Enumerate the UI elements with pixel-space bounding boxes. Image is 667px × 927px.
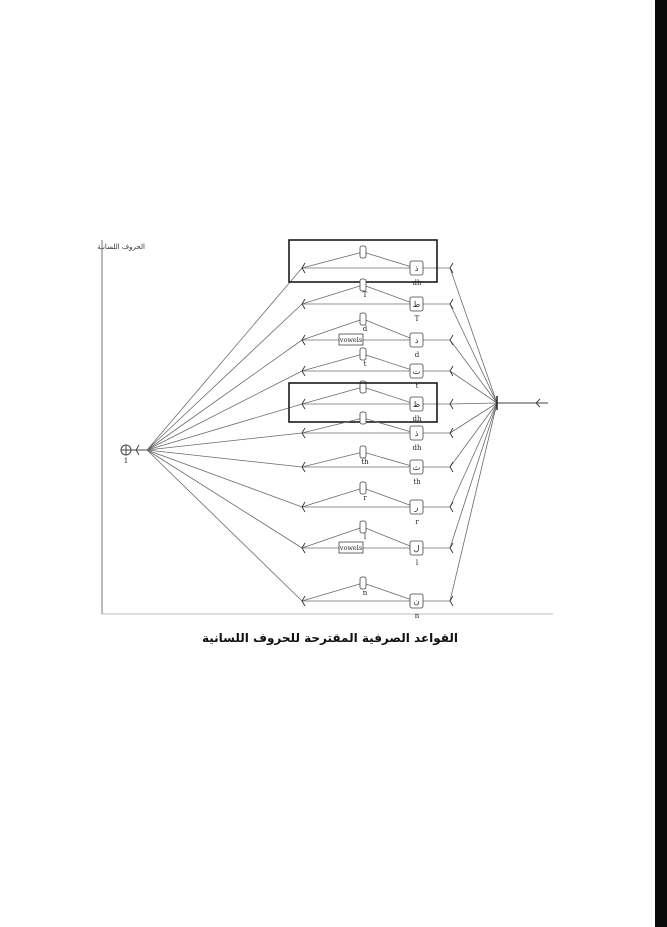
letter-glyph: ظ bbox=[412, 400, 421, 409]
final-edge bbox=[450, 268, 497, 403]
letter-transliteration: n bbox=[414, 612, 420, 620]
branch-edge-upper bbox=[363, 418, 415, 433]
letter-transliteration: t bbox=[415, 382, 419, 390]
branch-edge-upper bbox=[363, 319, 415, 340]
start-node-label: 1 bbox=[123, 457, 129, 465]
epsilon-node bbox=[360, 279, 366, 291]
mid-node-label: T bbox=[362, 291, 368, 299]
letter-glyph: ط bbox=[412, 300, 421, 309]
branch-edge-upper bbox=[302, 583, 363, 601]
letter-transliteration: T bbox=[414, 315, 420, 323]
branch-edge-upper bbox=[363, 354, 415, 371]
letter-glyph: ل bbox=[413, 544, 420, 553]
epsilon-node bbox=[360, 521, 366, 533]
branch-edge-upper bbox=[363, 488, 415, 507]
letter-transliteration: l bbox=[415, 559, 419, 567]
letter-transliteration: dh bbox=[412, 415, 422, 423]
letter-transliteration: dh bbox=[412, 444, 422, 452]
letter-glyph: ت bbox=[412, 367, 421, 376]
mid-node-label: l bbox=[363, 533, 367, 541]
mid-node-label: n bbox=[362, 589, 368, 597]
epsilon-node bbox=[360, 348, 366, 360]
letter-glyph: ر bbox=[414, 503, 419, 512]
branch-edge-upper bbox=[363, 527, 415, 548]
final-edge bbox=[450, 403, 497, 601]
branch-edge-upper bbox=[302, 354, 363, 371]
letter-glyph: ذ bbox=[414, 264, 419, 273]
letter-glyph: ذ bbox=[414, 429, 419, 438]
letter-transliteration: th bbox=[413, 478, 421, 486]
mid-node-label: d bbox=[362, 325, 368, 333]
letter-glyph: ن bbox=[413, 597, 420, 606]
vowels-label: vowels bbox=[339, 544, 363, 552]
arrow-icon bbox=[450, 428, 453, 438]
letter-glyph: ث bbox=[412, 463, 421, 472]
letter-transliteration: r bbox=[415, 518, 419, 526]
final-edge bbox=[450, 371, 497, 403]
figure-caption: القواعد الصرفية المقترحة للحروف اللسانية bbox=[201, 631, 459, 645]
branch-edge-upper bbox=[302, 488, 363, 507]
letter-transliteration: dh bbox=[412, 279, 422, 287]
vowels-label: vowels bbox=[339, 336, 363, 344]
graph-rows bbox=[147, 240, 497, 620]
branch-edge-upper bbox=[363, 252, 415, 268]
hub-edge bbox=[147, 304, 302, 450]
hub-edge bbox=[147, 450, 302, 601]
final-edge bbox=[450, 403, 497, 507]
hub-edge bbox=[147, 340, 302, 450]
final-edge bbox=[450, 403, 497, 548]
epsilon-node bbox=[360, 482, 366, 494]
corner-label: الحروف اللسانية bbox=[97, 243, 145, 251]
letter-transliteration: d bbox=[414, 351, 420, 359]
mid-node-label: r bbox=[363, 494, 367, 502]
arrow-icon bbox=[450, 366, 453, 376]
final-edge bbox=[450, 340, 497, 403]
branch-edge-upper bbox=[302, 418, 363, 433]
page-edge-shadow bbox=[655, 0, 667, 927]
epsilon-node bbox=[360, 577, 366, 589]
branch-edge-upper bbox=[363, 452, 415, 467]
arrow-icon bbox=[450, 462, 453, 472]
letter-glyph: د bbox=[414, 336, 419, 345]
epsilon-node bbox=[360, 412, 366, 424]
final-edge bbox=[450, 304, 497, 403]
hub-edge bbox=[147, 268, 302, 450]
final-edge bbox=[450, 403, 497, 467]
branch-edge-upper bbox=[363, 387, 415, 404]
epsilon-node bbox=[360, 313, 366, 325]
mid-node-label: th bbox=[361, 458, 369, 466]
branch-edge-upper bbox=[302, 452, 363, 467]
branch-edge-upper bbox=[302, 387, 363, 404]
hub-edge bbox=[147, 433, 302, 450]
final-edge bbox=[450, 403, 497, 404]
branch-edge-upper bbox=[302, 252, 363, 268]
branch-edge-upper bbox=[363, 583, 415, 601]
mid-node-label: t bbox=[363, 360, 367, 368]
epsilon-node bbox=[360, 246, 366, 258]
branch-edge-upper bbox=[363, 285, 415, 304]
branch-edge-upper bbox=[302, 285, 363, 304]
epsilon-node bbox=[360, 446, 366, 458]
arrow-icon bbox=[450, 335, 453, 345]
